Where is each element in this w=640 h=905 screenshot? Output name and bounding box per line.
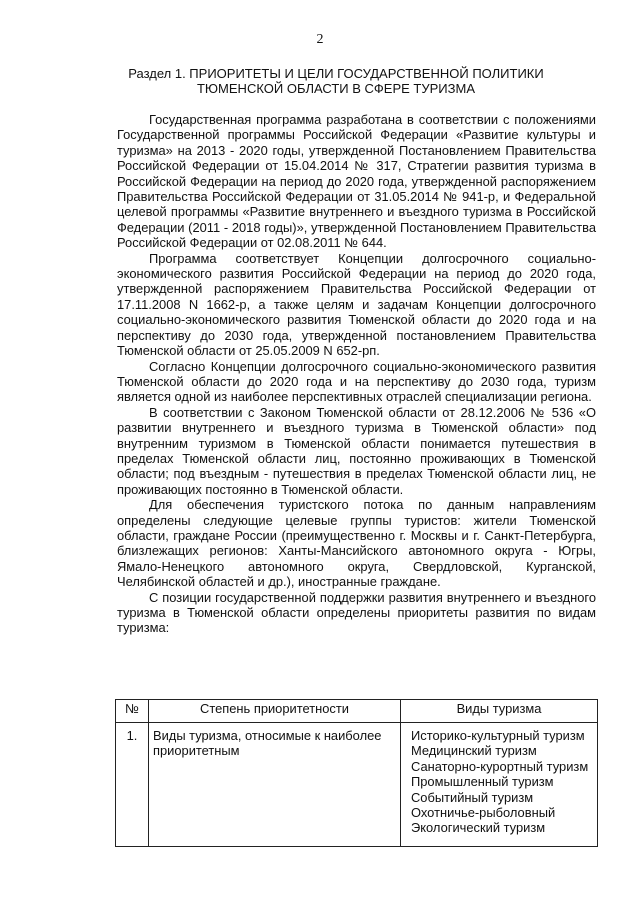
list-item: Экологический туризм (411, 820, 546, 836)
table-header-row (116, 700, 598, 723)
priority-level: Виды туризма, относимые к наиболее приоритетным (149, 723, 401, 847)
paragraph: Для обеспечения туристского потока по данным направлениям определены следующие целевые группы туристов: жители Тюменской области, граждане России (преимущественно г. Москвы и г. Санкт-Петербурга, близлежащих регионов: Ханты-Мансийского автономного округа - Югры, Ямало-Ненецкого автономного округа, Свердловской, Курганской, Челябинской областей и др.), иностранные граждане. (117, 497, 596, 590)
list-item: Событийный туризм (411, 789, 534, 805)
paragraph: Государственная программа разработана в соответствии с положениями Государственной программы Российской Федерации «Развитие культуры и туризма» на 2013 - 2020 годы, утвержденной Постановлением Правительства Российской Федерации от 15.04.2014 № 317, Стратегии развития туризма в Российской Федерации на период до 2020 года, утвержденной распоряжением Правительства Российской Федерации от 31.05.2014 № 941-р, и Федеральной целевой программы «Развитие внутреннего и въездного туризма в Российской Федерации (2011 - 2018 годы)», утвержденной Постановлением Правительства Российской Федерации от 02.08.2011 № 644. (117, 112, 596, 251)
page-number: 2 (316, 32, 324, 47)
list-item: Медицинский туризм (411, 743, 537, 759)
tourism-kinds-list (401, 723, 598, 847)
document-body (117, 112, 596, 636)
table-row (116, 723, 598, 847)
list-item: Охотничье-рыболовный (411, 805, 556, 821)
section-title-line: ТЮМЕНСКОЙ ОБЛАСТИ В СФЕРЕ ТУРИЗМА (196, 81, 475, 96)
column-header-kinds: Виды туризма (401, 700, 598, 723)
list-item: Историко-культурный туризм (411, 728, 585, 743)
paragraph: Согласно Концепции долгосрочного социально-экономического развития Тюменской области до 2020 года и на перспективу до 2030 года, туризм является одной из наиболее перспективных отраслей специализации региона. (117, 358, 596, 405)
paragraph: В соответствии с Законом Тюменской области от 28.12.2006 № 536 «О развитии внутреннего и въездного туризма в Тюменской области» под внутренним туризмом в Тюменской области понимается путешествия в пределах Тюменской области лиц, постоянно проживающих в Тюменской области; под въездным - путешествия в пределах Тюменской области лиц, не проживающих постоянно в Тюменской области. (117, 404, 596, 497)
row-number: 1. (116, 723, 149, 847)
column-header-priority: Степень приоритетности (149, 700, 401, 723)
tourism-priorities-table (115, 699, 598, 847)
list-item: Промышленный туризм (411, 774, 554, 790)
list-item: Санаторно-курортный туризм (411, 758, 589, 774)
paragraph: С позиции государственной поддержки развития внутреннего и въездного туризма в Тюменской области определены приоритеты развития по видам туризма: (117, 589, 596, 636)
column-header-number: № (116, 700, 149, 723)
section-title (105, 66, 567, 96)
paragraph: Программа соответствует Концепции долгосрочного социально-экономического развития Российской Федерации на период до 2020 года, утвержденной распоряжением Правительства Российской Федерации от 17.11.2008 N 1662-р, а также целям и задачам Концепции долгосрочного социально-экономического развития Тюменской области до 2020 года и на перспективу до 2030 года, утвержденной постановлением Правительства Тюменской области от 25.05.2009 N 652-рп. (117, 250, 596, 359)
section-title-line: Раздел 1. ПРИОРИТЕТЫ И ЦЕЛИ ГОСУДАРСТВЕННОЙ ПОЛИТИКИ (128, 66, 544, 81)
